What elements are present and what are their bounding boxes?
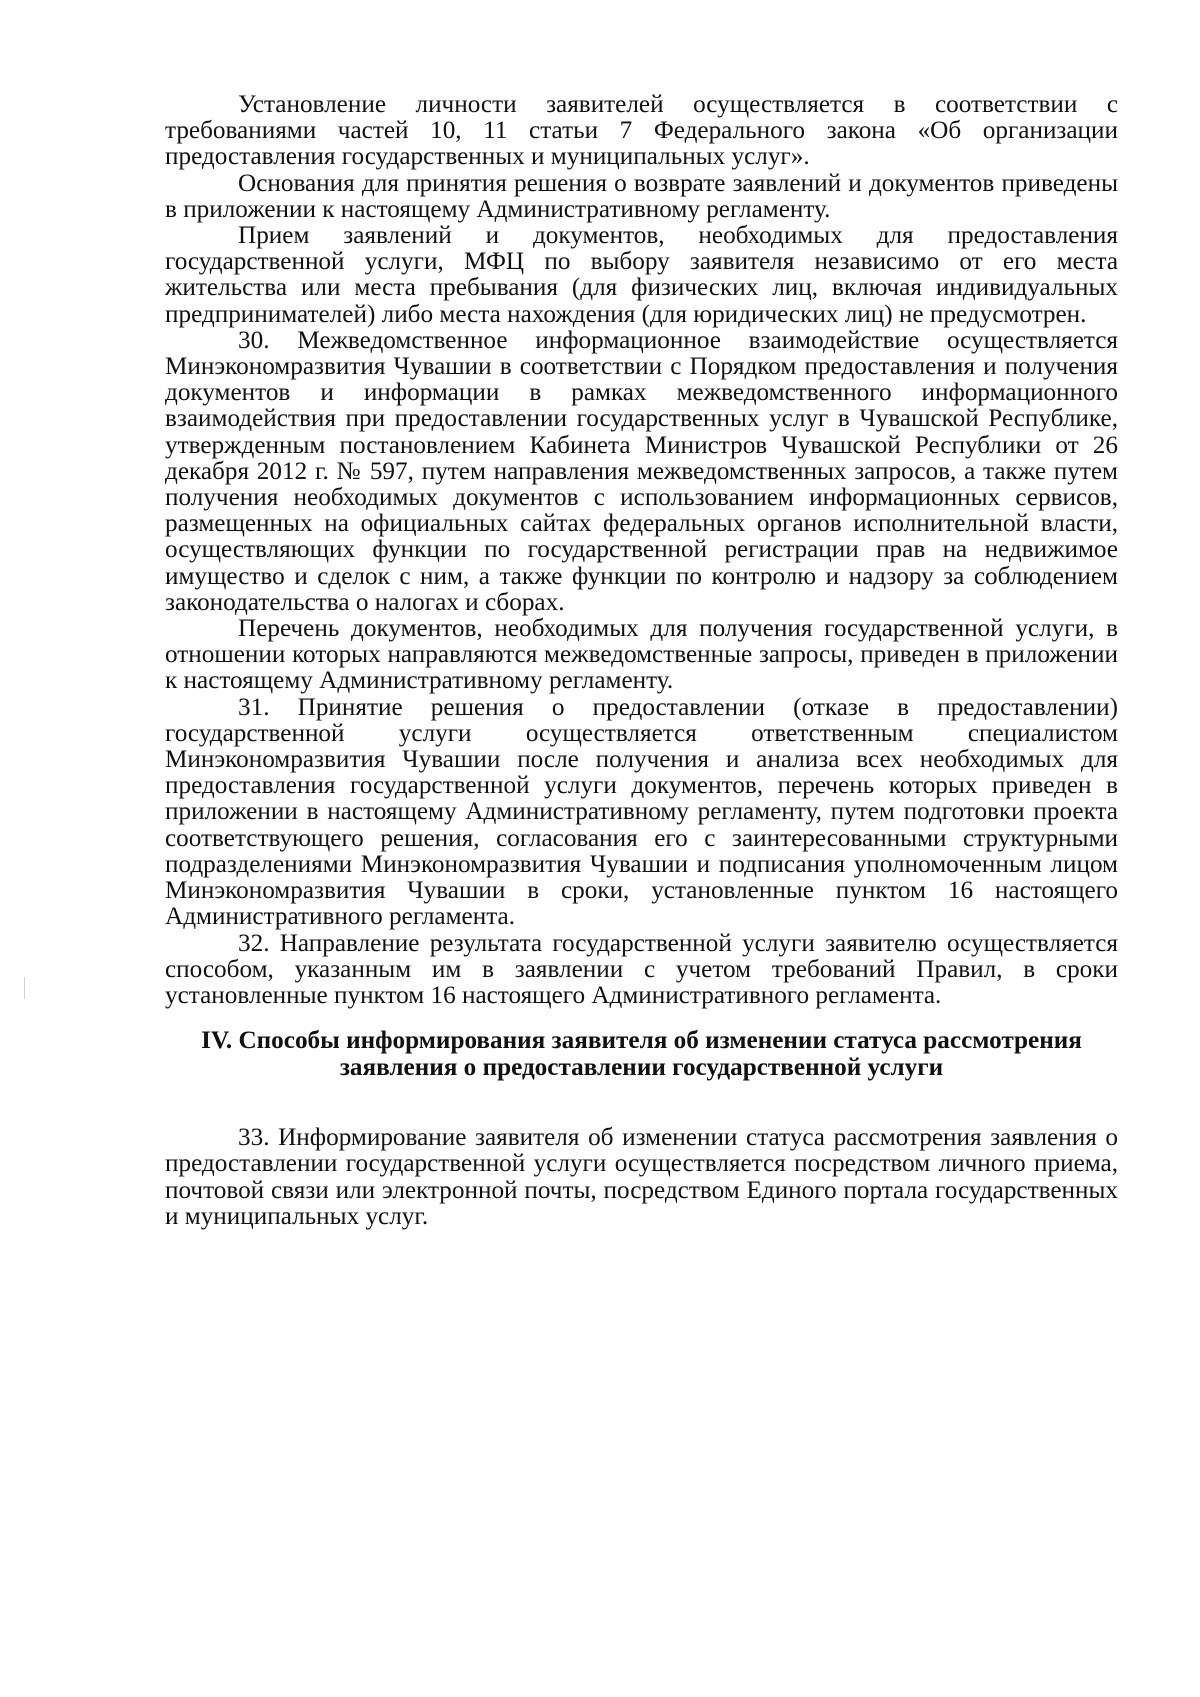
paragraph-document-list: Перечень документов, необходимых для получения государственной услуги, в отношении которых направляются межведомственные запросы, приведен в приложении к настоящему Административному регламенту. <box>165 615 1118 695</box>
document-body <box>165 92 1118 1230</box>
paragraph-identity: Установление личности заявителей осуществляется в соответствии с требованиями частей 10, 11 статьи 7 Федерального закона «Об организации предоставления государственных и муниципальных услуг». <box>165 91 1118 171</box>
paragraph-mfc-reception: Прием заявлений и документов, необходимых для предоставления государственной услуги, МФЦ по выбору заявителя независимо от его места жительства или места пребывания (для физических лиц, включая индивидуальных предпринимателей) либо места нахождения (для юридических лиц) не предусмотрен. <box>165 222 1118 328</box>
paragraph-item-32: 32. Направление результата государственной услуги заявителю осуществляется способом, указанным им в заявлении с учетом требований Правил, в сроки установленные пунктом 16 настоящего Административного регламента. <box>165 929 1118 1009</box>
paragraph-return-grounds: Основания для принятия решения о возврате заявлений и документов приведены в приложении к настоящему Административному регламенту. <box>165 169 1118 223</box>
paragraph-item-30: 30. Межведомственное информационное взаимодействие осуществляется Минэкономразвития Чувашии в соответствии с Порядком предоставления и получения документов и информации в рамках межведомственного информационного взаимодействия при предоставлении государственных услуг в Чувашской Республике, утвержденным постановлением Кабинета Министров Чувашской Республики от 26 декабря 2012 г. № 597, путем направления межведомственных запросов, а также путем получения необходимых документов с использованием информационных сервисов, размещенных на официальных сайтах федеральных органов исполнительной власти, осуществляющих функции по государственной регистрации прав на недвижимое имущество и сделок с ним, а также функции по контролю и надзору за соблюдением законодательства о налогах и сборах. <box>165 326 1118 616</box>
paragraph-item-31: 31. Принятие решения о предоставлении (отказе в предоставлении) государственной услуги осуществляется ответственным специалистом Минэкономразвития Чувашии после получения и анализа всех необходимых для предоставления государственной услуги документов, перечень которых приведен в приложении в настоящему Административному регламенту, путем подготовки проекта соответствующего решения, согласования его с заинтересованными структурными подразделениями Минэкономразвития Чувашии и подписания уполномоченным лицом Минэкономразвития Чувашии в сроки, установленные пунктом 16 настоящего Административного регламента. <box>165 693 1118 931</box>
scan-margin-mark <box>24 977 25 999</box>
paragraph-item-33: 33. Информирование заявителя об изменении статуса рассмотрения заявления о предоставлении государственной услуги осуществляется посредством личного приема, почтовой связи или электронной почты, посредством Единого портала государственных и муниципальных услуг. <box>165 1124 1118 1230</box>
section-heading-iv: IV. Способы информирования заявителя об изменении статуса рассмотрения заявления о предоставлении государственной услуги <box>201 1027 1082 1082</box>
